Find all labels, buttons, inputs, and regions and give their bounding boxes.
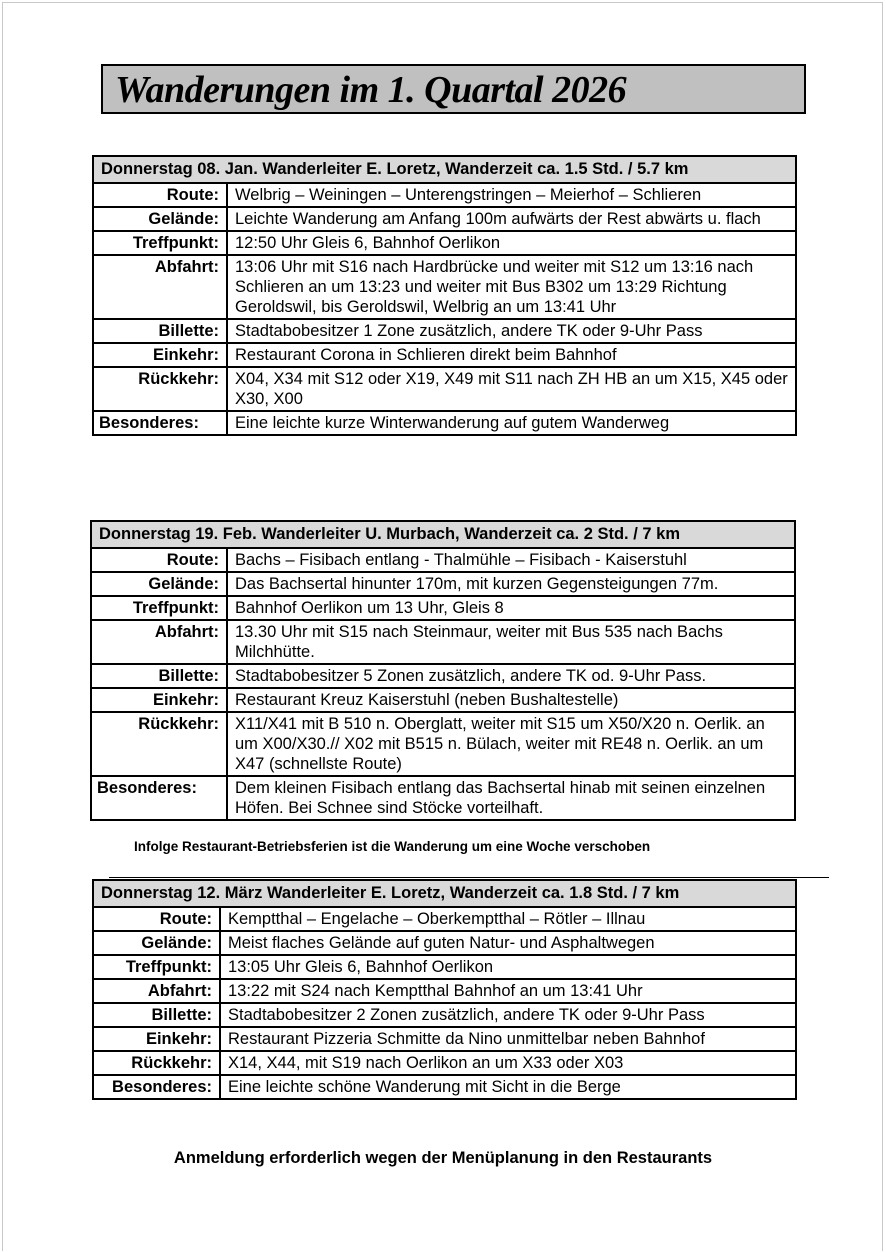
row-label: Billette:: [93, 1003, 220, 1027]
row-label: Treffpunkt:: [93, 955, 220, 979]
row-label: Abfahrt:: [93, 979, 220, 1003]
table-row: [93, 955, 796, 979]
table-row: [93, 979, 796, 1003]
row-label: Rückkehr:: [91, 712, 227, 776]
row-value: Restaurant Pizzeria Schmitte da Nino unmittelbar neben Bahnhof: [220, 1027, 796, 1051]
row-value: 13:05 Uhr Gleis 6, Bahnhof Oerlikon: [220, 955, 796, 979]
postponement-note: Infolge Restaurant-Betriebsferien ist die Wanderung um eine Woche verschoben: [134, 839, 651, 854]
table-row: [91, 572, 795, 596]
row-value: X04, X34 mit S12 oder X19, X49 mit S11 nach ZH HB an um X15, X45 oder X30, X00: [227, 367, 796, 411]
hike-header: Donnerstag 19. Feb. Wanderleiter U. Murbach, Wanderzeit ca. 2 Std. / 7 km: [91, 521, 795, 548]
table-row: [91, 664, 795, 688]
table-row: [93, 231, 796, 255]
row-label: Einkehr:: [91, 688, 227, 712]
row-value: Stadtabobesitzer 2 Zonen zusätzlich, andere TK oder 9-Uhr Pass: [220, 1003, 796, 1027]
row-label: Gelände:: [93, 207, 227, 231]
row-value: Eine leichte kurze Winterwanderung auf gutem Wanderweg: [227, 411, 796, 435]
row-value: Stadtabobesitzer 1 Zone zusätzlich, andere TK oder 9-Uhr Pass: [227, 319, 796, 343]
row-label: Rückkehr:: [93, 1051, 220, 1075]
table-row: [93, 931, 796, 955]
row-label: Einkehr:: [93, 343, 227, 367]
row-label: Treffpunkt:: [91, 596, 227, 620]
hike-table-january: [92, 155, 797, 436]
row-label: Abfahrt:: [91, 620, 227, 664]
table-row: [93, 255, 796, 319]
row-label: Rückkehr:: [93, 367, 227, 411]
row-value: 13:22 mit S24 nach Kemptthal Bahnhof an um 13:41 Uhr: [220, 979, 796, 1003]
table-row: [93, 319, 796, 343]
row-value: Restaurant Corona in Schlieren direkt beim Bahnhof: [227, 343, 796, 367]
row-value: Eine leichte schöne Wanderung mit Sicht in die Berge: [220, 1075, 796, 1099]
divider-line: [109, 877, 829, 878]
row-value: 13.30 Uhr mit S15 nach Steinmaur, weiter mit Bus 535 nach Bachs Milchhütte.: [227, 620, 795, 664]
row-label: Treffpunkt:: [93, 231, 227, 255]
table-row: [93, 411, 796, 435]
hike-header: Donnerstag 12. März Wanderleiter E. Loretz, Wanderzeit ca. 1.8 Std. / 7 km: [93, 880, 796, 907]
registration-notice: Anmeldung erforderlich wegen der Menüplanung in den Restaurants: [173, 1149, 713, 1167]
table-row: [93, 183, 796, 207]
row-label: Besonderes:: [93, 1075, 220, 1099]
hike-header-row: [91, 521, 795, 548]
row-value: X11/X41 mit B 510 n. Oberglatt, weiter mit S15 um X50/X20 n. Oerlik. an um X00/X30.// X02 mit B515 n. Bülach, weiter mit RE48 n. Oerlik. an um X47 (schnellste Route): [227, 712, 795, 776]
row-value: Stadtabobesitzer 5 Zonen zusätzlich, andere TK od. 9-Uhr Pass.: [227, 664, 795, 688]
document-page: [2, 2, 883, 1251]
table-row: [91, 548, 795, 572]
row-value: 12:50 Uhr Gleis 6, Bahnhof Oerlikon: [227, 231, 796, 255]
hike-header-row: [93, 880, 796, 907]
row-label: Einkehr:: [93, 1027, 220, 1051]
row-label: Route:: [93, 183, 227, 207]
hike-table-march: [92, 879, 797, 1100]
hike-header: Donnerstag 08. Jan. Wanderleiter E. Loretz, Wanderzeit ca. 1.5 Std. / 5.7 km: [93, 156, 796, 183]
row-label: Gelände:: [91, 572, 227, 596]
row-value: Meist flaches Gelände auf guten Natur- und Asphaltwegen: [220, 931, 796, 955]
row-value: Welbrig – Weiningen – Unterengstringen – Meierhof – Schlieren: [227, 183, 796, 207]
table-row: [93, 1075, 796, 1099]
row-value: X14, X44, mit S19 nach Oerlikon an um X33 oder X03: [220, 1051, 796, 1075]
row-label: Gelände:: [93, 931, 220, 955]
page-title: Wanderungen im 1. Quartal 2026: [115, 69, 627, 111]
row-value: Das Bachsertal hinunter 170m, mit kurzen Gegensteigungen 77m.: [227, 572, 795, 596]
table-row: [91, 712, 795, 776]
hike-table-february: [90, 520, 796, 821]
row-label: Route:: [91, 548, 227, 572]
table-row: [93, 207, 796, 231]
table-row: [93, 907, 796, 931]
hike-header-row: [93, 156, 796, 183]
table-row: [93, 1003, 796, 1027]
title-box: [101, 64, 806, 114]
table-row: [91, 596, 795, 620]
table-row: [91, 688, 795, 712]
table-row: [91, 620, 795, 664]
row-label: Billette:: [91, 664, 227, 688]
table-row: [93, 343, 796, 367]
row-value: Dem kleinen Fisibach entlang das Bachsertal hinab mit seinen einzelnen Höfen. Bei Schnee sind Stöcke vorteilhaft.: [227, 776, 795, 820]
row-value: Leichte Wanderung am Anfang 100m aufwärts der Rest abwärts u. flach: [227, 207, 796, 231]
row-value: Bachs – Fisibach entlang - Thalmühle – Fisibach - Kaiserstuhl: [227, 548, 795, 572]
table-row: [91, 776, 795, 820]
row-label: Besonderes:: [93, 411, 227, 435]
row-value: Restaurant Kreuz Kaiserstuhl (neben Bushaltestelle): [227, 688, 795, 712]
row-value: Kemptthal – Engelache – Oberkemptthal – Rötler – Illnau: [220, 907, 796, 931]
table-row: [93, 367, 796, 411]
row-label: Route:: [93, 907, 220, 931]
row-label: Billette:: [93, 319, 227, 343]
table-row: [93, 1051, 796, 1075]
row-value: Bahnhof Oerlikon um 13 Uhr, Gleis 8: [227, 596, 795, 620]
row-label: Besonderes:: [91, 776, 227, 820]
row-label: Abfahrt:: [93, 255, 227, 319]
row-value: 13:06 Uhr mit S16 nach Hardbrücke und weiter mit S12 um 13:16 nach Schlieren an um 13:23 und weiter mit Bus B302 um 13:29 Richtung Geroldswil, bis Geroldswil, Welbrig an um 13:41 Uhr: [227, 255, 796, 319]
table-row: [93, 1027, 796, 1051]
